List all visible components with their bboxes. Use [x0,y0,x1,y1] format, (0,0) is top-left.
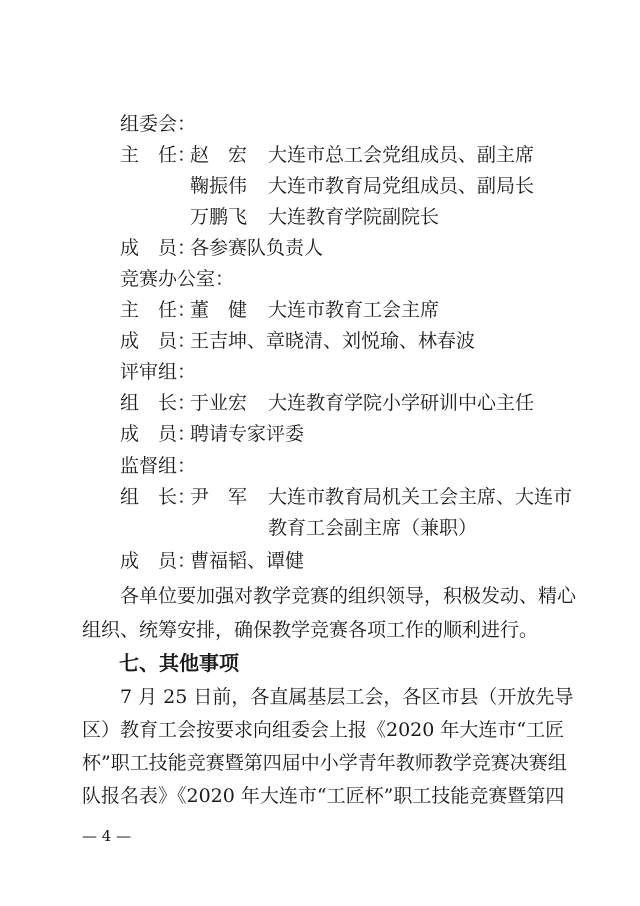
office-director-label: 主 任： [120,299,197,321]
review-members: 聘请专家评委 [190,423,305,445]
committee-director-name-1: 赵 宏 [190,144,248,166]
section7-text-3: 杯”职工技能竞赛暨第四届中小学青年教师教学竞赛决赛组 [82,752,567,774]
committee-director-name-3: 万鹏飞 [190,206,248,228]
supervision-leader-role-line1: 大连市教育局机关工会主席、大连市 [268,486,573,508]
supervision-leader-label: 组 长： [120,486,197,508]
review-leader-role: 大连教育学院小学研训中心主任 [268,392,535,414]
supervision-leader-role-line2: 教育工会副主席（兼职） [268,517,478,539]
supervision-members-label: 成 员： [120,550,197,572]
section7-text-1: 7 月 25 日前，各直属基层工会，各区市县（开放先导 [120,686,574,708]
office-director-name: 董 健 [190,299,248,321]
review-leader-label: 组 长： [120,392,197,414]
office-members: 王吉坤、章晓清、刘悦瑜、林春波 [190,330,476,352]
supervision-members: 曹福韬、谭健 [190,550,305,572]
committee-title: 组委会： [120,113,197,135]
section7-text-2: 区）教育工会按要求向组委会上报《2020 年大连市“工匠 [82,719,565,741]
section7-heading: 七、其他事项 [119,651,239,675]
committee-director-name-2: 鞠振伟 [190,175,248,197]
review-leader-name: 于业宏 [190,392,248,414]
committee-director-role-3: 大连教育学院副院长 [268,206,440,228]
committee-director-role-1: 大连市总工会党组成员、副主席 [268,144,535,166]
supervision-leader-name: 尹 军 [190,486,248,508]
committee-members: 各参赛队负责人 [190,237,324,259]
section7-text-4: 队报名表》《2020 年大连市“工匠杯”职工技能竞赛暨第四 [82,785,565,807]
office-director-role: 大连市教育工会主席 [268,299,440,321]
review-title: 评审组： [120,361,197,383]
closing-paragraph-text-1: 各单位要加强对教学竞赛的组织领导，积极发动、精心 [120,585,577,607]
committee-director-label: 主 任： [120,144,197,166]
office-members-label: 成 员： [120,330,197,352]
office-title: 竞赛办公室： [120,268,235,290]
committee-members-label: 成 员： [120,237,197,259]
page-number: — 4 — [82,827,132,845]
supervision-title: 监督组： [120,455,197,477]
review-members-label: 成 员： [120,423,197,445]
committee-director-role-2: 大连市教育局党组成员、副局长 [268,175,535,197]
closing-paragraph-text-2: 组织、统筹安排，确保教学竞赛各项工作的顺利进行。 [82,619,539,641]
